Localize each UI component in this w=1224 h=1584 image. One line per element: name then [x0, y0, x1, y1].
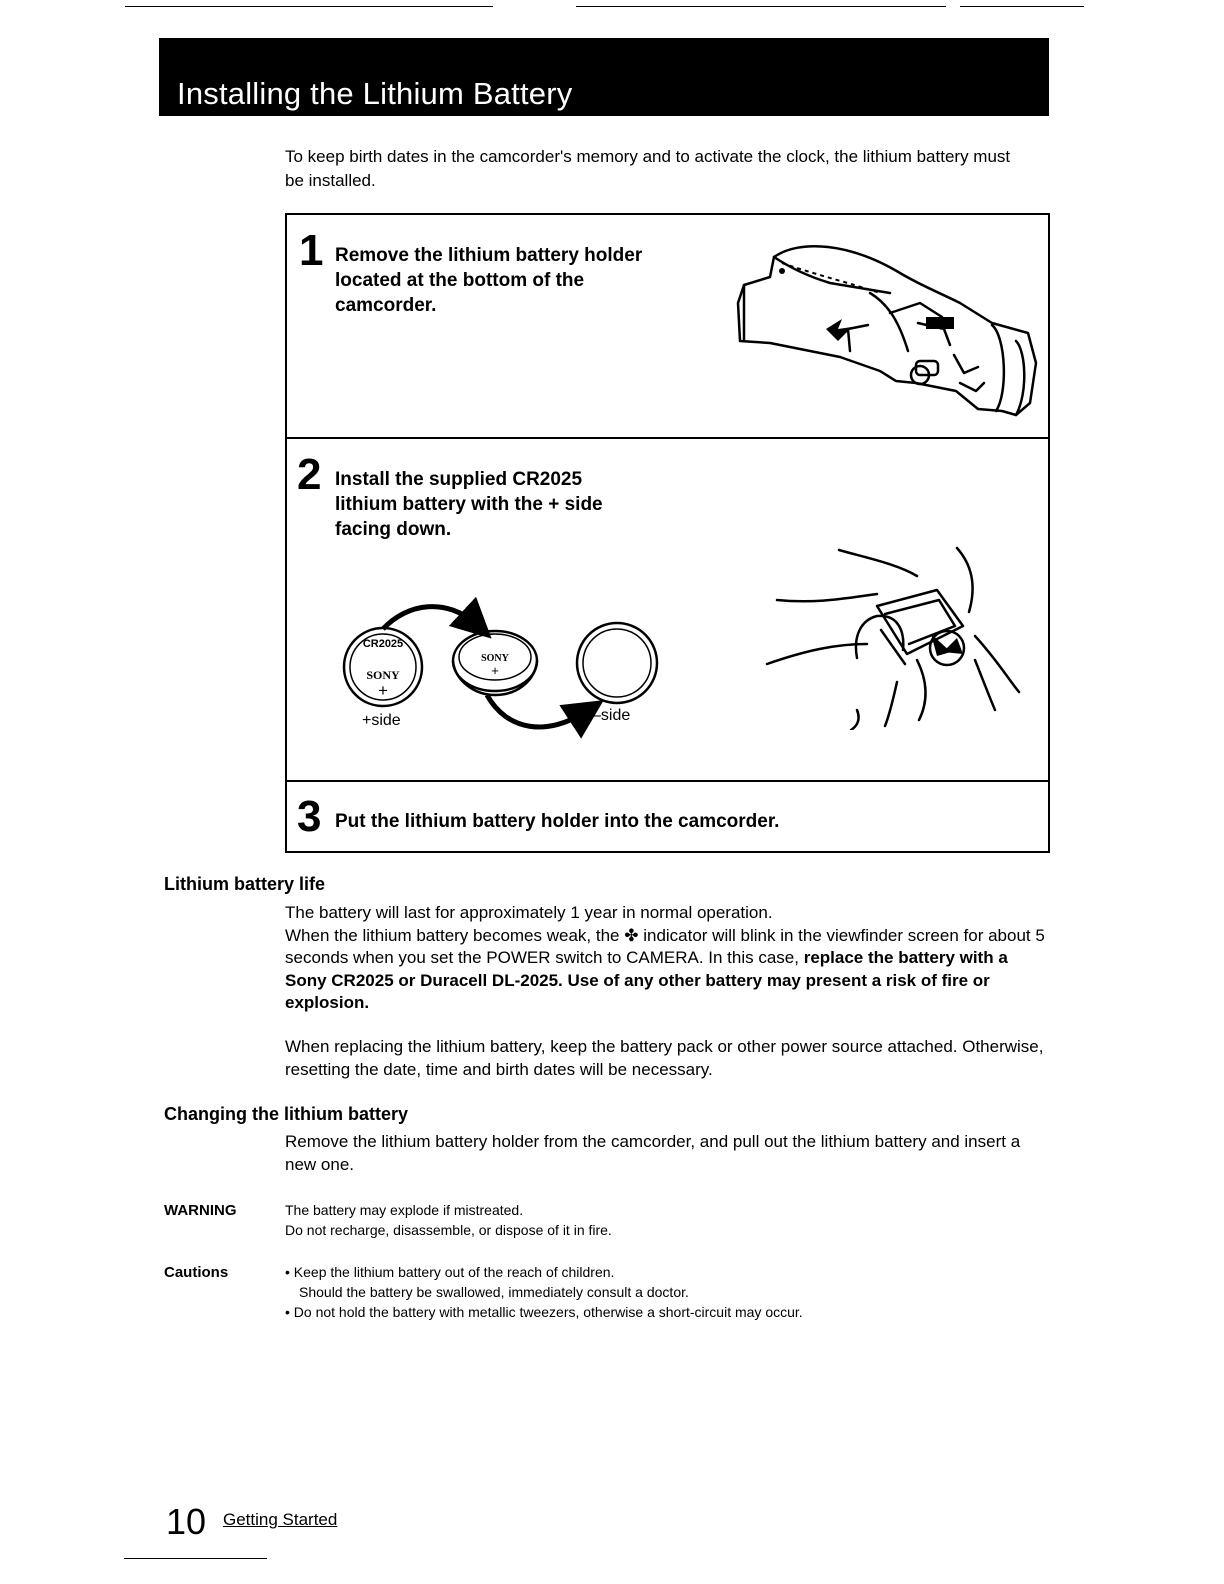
battery-life-text-b: indicator will blink in the viewfinder screen for about 5 seconds when you set the POWER switch to CAMERA. In this case,	[285, 925, 1045, 967]
cautions-list	[285, 1262, 1045, 1322]
battery-minus-side-coin	[577, 623, 657, 703]
hand-inserting-battery-illustration	[757, 540, 1027, 730]
battery-life-heading: Lithium battery life	[164, 874, 326, 894]
top-rule-left	[125, 6, 493, 7]
page-number: 10	[166, 1501, 207, 1542]
step-2-number: 2	[297, 450, 322, 499]
warning-line-1: The battery may explode if mistreated.	[285, 1202, 524, 1218]
footer-section-label: Getting Started	[223, 1510, 338, 1529]
cautions-label: Cautions	[164, 1264, 229, 1281]
minus-side-label: –side	[592, 707, 631, 724]
flip-arrow-bottom	[487, 695, 587, 727]
warning-line-2: Do not recharge, disassemble, or dispose of it in fire.	[285, 1222, 612, 1238]
battery-plus-symbol: +	[378, 681, 388, 700]
plus-side-label: +side	[362, 712, 401, 729]
battery-brand-label: SONY	[366, 668, 400, 682]
battery-life-line-1: The battery will last for approximately 1 year in normal operation.	[285, 903, 773, 922]
steps-box	[285, 213, 1050, 853]
battery-indicator-icon: ✤	[624, 925, 639, 945]
step-1-number: 1	[299, 226, 324, 275]
warning-text	[285, 1200, 1045, 1240]
intro-paragraph: To keep birth dates in the camcorder's memory and to activate the clock, the lithium battery must be installed.	[285, 147, 1011, 190]
footer-rule	[124, 1558, 267, 1559]
battery-life-paragraph-2: When replacing the lithium battery, keep the battery pack or other power source attached. Otherwise, resetting the date, time and birth dates will be necessary.	[285, 1037, 1044, 1079]
caution-item-1: • Keep the lithium battery out of the reach of children.	[285, 1264, 615, 1280]
top-rule-right	[960, 6, 1084, 7]
step-3-number: 3	[297, 792, 322, 841]
tilted-battery-plus: +	[491, 663, 499, 678]
camcorder-bottom-illustration	[730, 233, 1040, 423]
battery-life-paragraph-1	[285, 902, 1050, 1015]
caution-item-1-cont: Should the battery be swallowed, immediately consult a doctor.	[299, 1284, 689, 1300]
top-rule-middle	[576, 6, 946, 7]
changing-battery-text: Remove the lithium battery holder from the camcorder, and pull out the lithium battery and insert a new one.	[285, 1132, 1021, 1174]
battery-life-warning-bold: replace the battery with a Sony CR2025 or Duracell DL-2025. Use of any other battery may present a risk of fire or explosion.	[285, 948, 1008, 1012]
page-title-bar	[159, 38, 1049, 116]
step-divider-1	[287, 437, 1048, 439]
battery-model-label: CR2025	[362, 638, 404, 650]
battery-life-text-a: When the lithium battery becomes weak, the	[285, 925, 625, 945]
tilted-battery-brand: SONY	[481, 653, 509, 664]
step-2-text: Install the supplied CR2025 lithium battery with the + side facing down.	[335, 469, 603, 540]
battery-plus-side-coin	[344, 628, 422, 706]
step-1-text: Remove the lithium battery holder located at the bottom of the camcorder.	[335, 245, 643, 316]
page-title: Installing the Lithium Battery	[177, 76, 573, 111]
flip-arrow-top	[383, 607, 477, 629]
step-3-text: Put the lithium battery holder into the camcorder.	[335, 811, 780, 832]
step-divider-2	[287, 780, 1048, 782]
caution-item-2: • Do not hold the battery with metallic tweezers, otherwise a short-circuit may occur.	[285, 1304, 803, 1320]
changing-battery-heading: Changing the lithium battery	[164, 1104, 409, 1124]
battery-tilted-coin	[453, 631, 537, 695]
warning-label: WARNING	[164, 1202, 237, 1219]
